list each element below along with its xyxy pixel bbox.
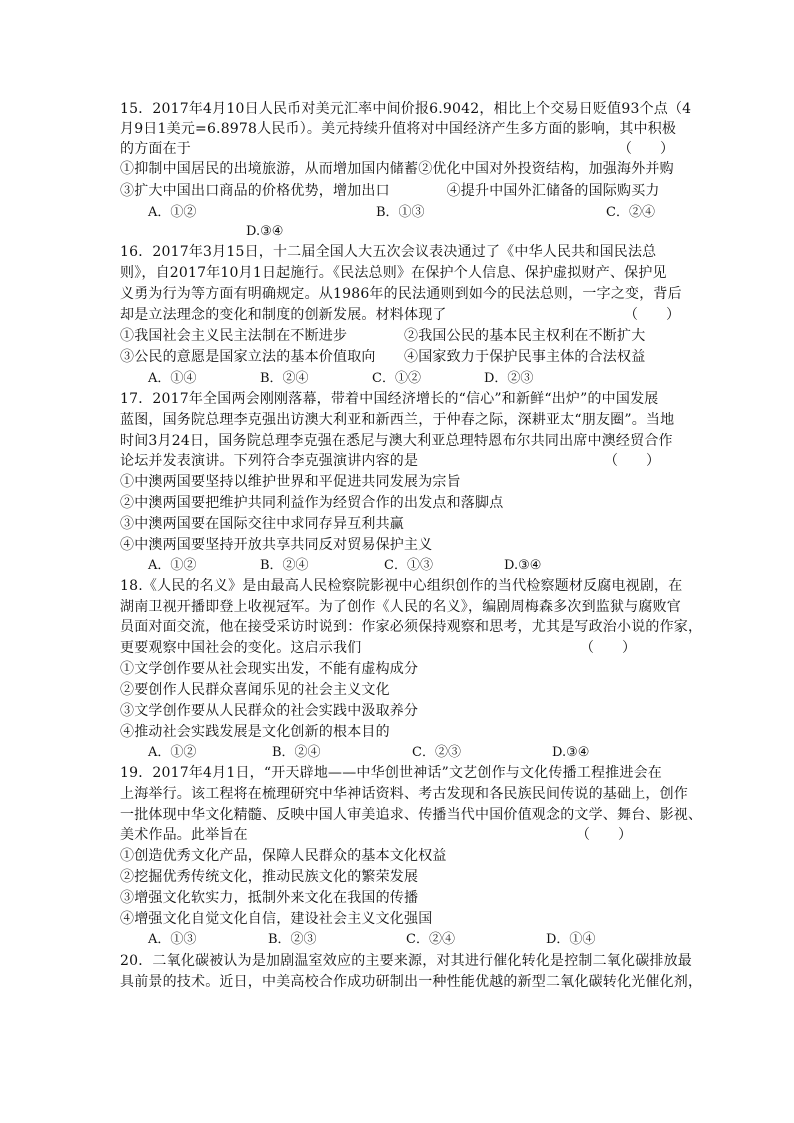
q18-option-d: D.③④	[552, 745, 590, 760]
q15-item-2: ③扩大中国出口商品的价格优势，增加出口 ④提升中国外汇储备的国际购买力	[120, 183, 660, 199]
q16-stem-line-4: 却是立法理念的变化和制度的创新发展。材料体现了	[120, 307, 447, 323]
q19-stem-line-4: 美术作品。此举旨在	[120, 827, 248, 843]
q15-answer-paren: （ ）	[618, 141, 674, 157]
q17-option-d: D.③④	[504, 558, 542, 573]
q15-stem-line-2: 月9日1美元=6.8978人民币）。美元持续升值将对中国经济产生多方面的影响，其中积极	[120, 121, 677, 137]
q19-stem-line-2: 上海举行。该工程将在梳理研究中华神话资料、考古发现和各民族民间传说的基础上，创作	[120, 786, 688, 802]
q20-stem-line-1: 20．二氧化碳被认为是加剧温室效应的主要来源，对其进行催化转化是控制二氧化碳排放最	[120, 953, 693, 969]
q19-stem-line-1: 19．2017年4月1日，“开天辟地——中华创世神话”文艺创作与文化传播工程推进会在	[120, 765, 662, 781]
q19-item-4: ④增强文化自觉文化自信，建设社会主义文化强国	[120, 911, 433, 927]
q17-item-1: ①中澳两国要坚持以维护世界和平促进共同发展为宗旨	[120, 474, 461, 490]
q18-item-1: ①文学创作要从社会现实出发，不能有虚构成分	[120, 661, 419, 677]
q18-stem-line-3: 员面对面交流，他在接受采访时说到：作家必须保持观察和思考，尤其是写政治小说的作家，	[120, 619, 703, 635]
q17-answer-paren: （ ）	[604, 453, 660, 469]
q19-item-2: ②挖掘优秀传统文化，推动民族文化的繁荣发展	[120, 869, 419, 885]
q18-answer-paren: （ ）	[580, 640, 636, 656]
q16-stem-line-2: 则》，自2017年10月1日起施行。《民法总则》在保护个人信息、保护虚拟财产、保护见	[120, 265, 667, 281]
q17-item-4: ④中澳两国要坚持开放共享共同反对贸易保护主义	[120, 537, 433, 553]
q19-item-3: ③增强文化软实力，抵制外来文化在我国的传播	[120, 890, 419, 906]
q15-stem-line-1: 15．2017年4月10日人民币对美元汇率中间价报6.9042，相比上个交易日贬值93个点（4	[120, 101, 692, 117]
q17-option-a: A．①②	[148, 558, 197, 573]
q17-stem-line-4: 论坛并发表演讲。下列符合李克强演讲内容的是	[120, 453, 419, 469]
q17-option-c: C．①③	[384, 558, 433, 573]
q16-option-c: C．①②	[372, 371, 421, 386]
q19-option-d: D．①④	[546, 932, 596, 947]
q18-stem-line-4: 更要观察中国社会的变化。这启示我们	[120, 640, 362, 656]
q18-item-3: ③文学创作要从人民群众的社会实践中汲取养分	[120, 703, 419, 719]
q15-option-b: B．①③	[376, 205, 425, 220]
q16-option-b: B．②④	[260, 371, 309, 386]
q18-option-a: A．①②	[148, 745, 197, 760]
q16-option-d: D．②③	[484, 371, 534, 386]
q18-option-b: B．②④	[272, 745, 321, 760]
q18-item-2: ②要创作人民群众喜闻乐见的社会主义文化	[120, 682, 390, 698]
q15-option-d: D.③④	[246, 224, 284, 239]
q17-stem-line-1: 17．2017年全国两会刚刚落幕，带着中国经济增长的“信心”和新鲜“出炉”的中国发展	[120, 391, 659, 407]
q18-option-c: C．②③	[412, 745, 461, 760]
q17-stem-line-3: 时间3月24日，国务院总理李克强在悉尼与澳大利亚总理特恩布尔共同出席中澳经贸合作	[120, 433, 673, 449]
q18-item-4: ④推动社会实践发展是文化创新的根本目的	[120, 724, 390, 740]
q16-option-a: A．①④	[148, 371, 197, 386]
q19-item-1: ①创造优秀文化产品，保障人民群众的基本文化权益	[120, 848, 447, 864]
q15-item-1: ①抑制中国居民的出境旅游，从而增加国内储蓄②优化中国对外投资结构，加强海外并购	[120, 161, 674, 177]
q16-stem-line-3: 义勇为行为等方面有明确规定。从1986年的民法通则到如今的民法总则，一字之变，背后	[120, 286, 682, 302]
q18-stem-line-1: 18.《人民的名义》是由最高人民检察院影视中心组织创作的当代检察题材反腐电视剧，在	[120, 578, 683, 594]
q16-answer-paren: （ ）	[624, 307, 680, 323]
q19-option-b: B．②③	[268, 932, 317, 947]
q17-stem-line-2: 蓝图，国务院总理李克强出访澳大利亚和新西兰，于仲春之际，深耕亚太“朋友圈”。当地	[120, 412, 675, 428]
q19-option-a: A．①③	[148, 932, 197, 947]
q16-stem-line-1: 16．2017年3月15日，十二届全国人大五次会议表决通过了《中华人民共和国民法总	[120, 244, 657, 260]
q19-stem-line-3: 一批体现中华文化精髓、反映中国人审美追求、传播当代中国价值观念的文学、舞台、影视、	[120, 807, 703, 823]
q16-item-1: ①我国社会主义民主法制在不断进步 ②我国公民的基本民主权利在不断扩大	[120, 328, 646, 344]
q17-option-b: B．②④	[260, 558, 309, 573]
q17-item-3: ③中澳两国要在国际交往中求同存异互利共赢	[120, 516, 404, 532]
q15-stem-line-3: 的方面在于	[120, 141, 191, 157]
q15-option-a: A．①②	[148, 205, 197, 220]
q19-answer-paren: （ ）	[576, 827, 632, 843]
q19-option-c: C．②④	[406, 932, 455, 947]
q20-stem-line-2: 具前景的技术。近日，中美高校合作成功研制出一种性能优越的新型二氧化碳转化光催化剂，	[120, 974, 703, 990]
q17-item-2: ②中澳两国要把维护共同利益作为经贸合作的出发点和落脚点	[120, 495, 504, 511]
q18-stem-line-2: 湖南卫视开播即登上收视冠军。为了创作《人民的名义》，编剧周梅森多次到监狱与腐败官	[120, 599, 681, 615]
q15-option-c: C．②④	[606, 205, 655, 220]
q16-item-2: ③公民的意愿是国家立法的基本价值取向 ④国家致力于保护民事主体的合法权益	[120, 349, 646, 365]
